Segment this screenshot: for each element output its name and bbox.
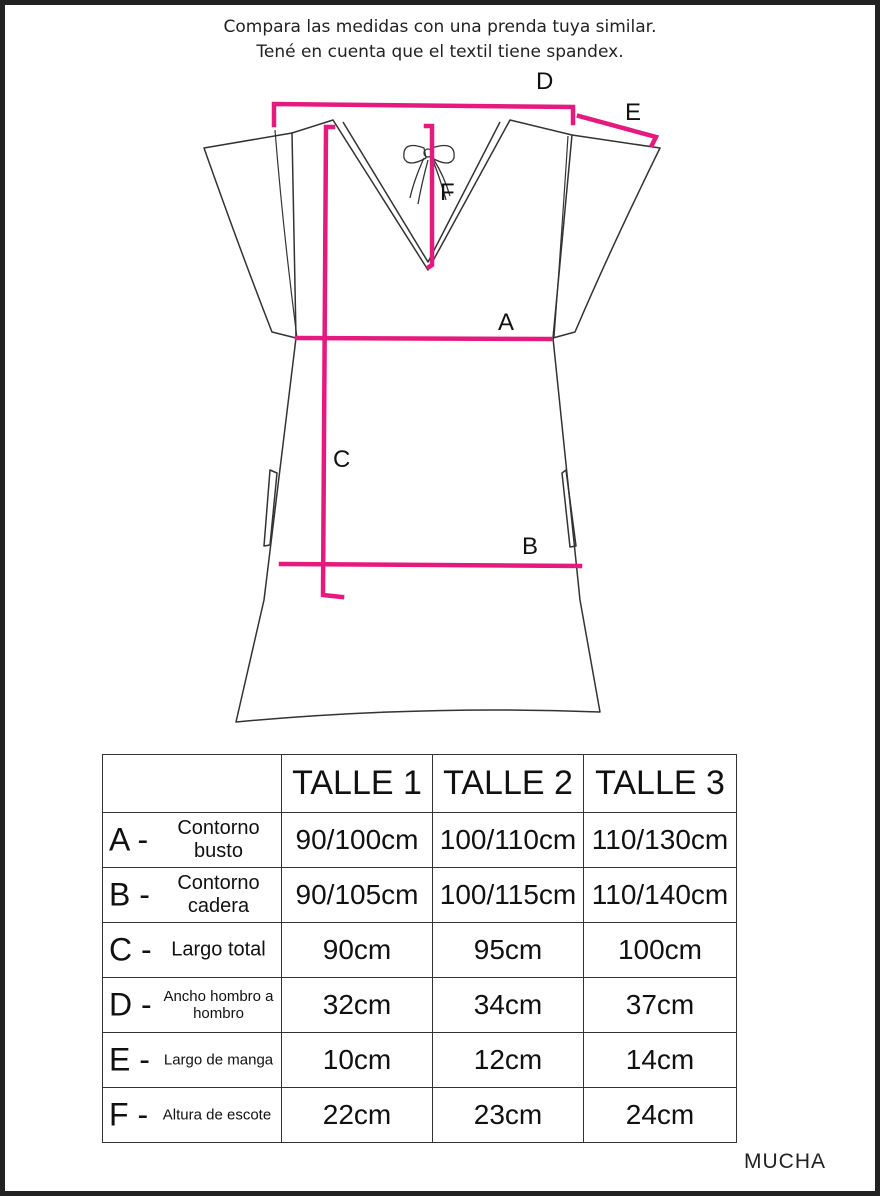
instruction-line-1: Compara las medidas con una prenda tuya similar. [223, 17, 657, 37]
value-cell: 37cm [584, 978, 737, 1033]
row-measure-name: Largo total [171, 938, 266, 961]
row-measure-name: Contorno cadera [177, 872, 260, 917]
value-cell: 90/100cm [282, 813, 433, 868]
right-pocket [562, 470, 576, 547]
row-label-a [103, 813, 282, 868]
table-row [103, 978, 737, 1033]
label-b: B [522, 533, 539, 560]
label-a: A [498, 309, 515, 336]
measure-line-f [426, 126, 432, 267]
row-letter: B - [109, 876, 150, 913]
table-row [103, 813, 737, 868]
header-talle-1: TALLE 1 [282, 755, 433, 813]
row-label-e [103, 1033, 282, 1088]
row-label-c [103, 923, 282, 978]
value-cell: 90cm [282, 923, 433, 978]
instruction-line-2: Tené en cuenta que el textil tiene spandex. [256, 42, 624, 62]
value-cell: 110/130cm [584, 813, 737, 868]
row-label-f [103, 1088, 282, 1143]
measure-line-a [297, 338, 550, 339]
value-cell: 34cm [433, 978, 584, 1033]
header-empty-cell [103, 755, 282, 813]
label-f: F [440, 179, 455, 206]
row-letter: F - [109, 1096, 149, 1133]
value-cell: 23cm [433, 1088, 584, 1143]
row-label-d [103, 978, 282, 1033]
v-neck-trim [343, 122, 500, 262]
value-cell: 12cm [433, 1033, 584, 1088]
row-letter: A - [109, 821, 149, 858]
value-cell: 100cm [584, 923, 737, 978]
value-cell: 32cm [282, 978, 433, 1033]
value-cell: 14cm [584, 1033, 737, 1088]
row-measure-name: Largo de manga [163, 1051, 274, 1069]
value-cell: 24cm [584, 1088, 737, 1143]
size-table [102, 754, 737, 1143]
table-row [103, 1033, 737, 1088]
value-cell: 90/105cm [282, 868, 433, 923]
dress-outline [236, 120, 600, 722]
table-row [103, 868, 737, 923]
size-table-header-row [103, 755, 737, 813]
row-measure-name: Ancho hombro a hombro [163, 988, 274, 1022]
value-cell: 110/140cm [584, 868, 737, 923]
label-c: C [333, 446, 351, 473]
row-letter: C - [109, 931, 152, 968]
measure-line-e [579, 116, 656, 145]
label-e: E [625, 99, 642, 126]
value-cell: 100/110cm [433, 813, 584, 868]
header-talle-2: TALLE 2 [433, 755, 584, 813]
measure-line-d [274, 104, 573, 125]
value-cell: 22cm [282, 1088, 433, 1143]
row-measure-name: Altura de escote [162, 1106, 272, 1124]
row-letter: D - [109, 986, 152, 1023]
label-d: D [536, 68, 554, 95]
row-label-b [103, 868, 282, 923]
measure-line-b [281, 564, 580, 566]
value-cell: 95cm [433, 923, 584, 978]
header-talle-3: TALLE 3 [584, 755, 737, 813]
left-sleeve-outline [204, 133, 296, 338]
row-letter: E - [109, 1041, 150, 1078]
value-cell: 10cm [282, 1033, 433, 1088]
table-row [103, 1088, 737, 1143]
value-cell: 100/115cm [433, 868, 584, 923]
brand-logo-text: MUCHA [744, 1150, 826, 1173]
measure-line-c [323, 127, 342, 597]
row-measure-name: Contorno busto [177, 817, 260, 862]
table-row [103, 923, 737, 978]
